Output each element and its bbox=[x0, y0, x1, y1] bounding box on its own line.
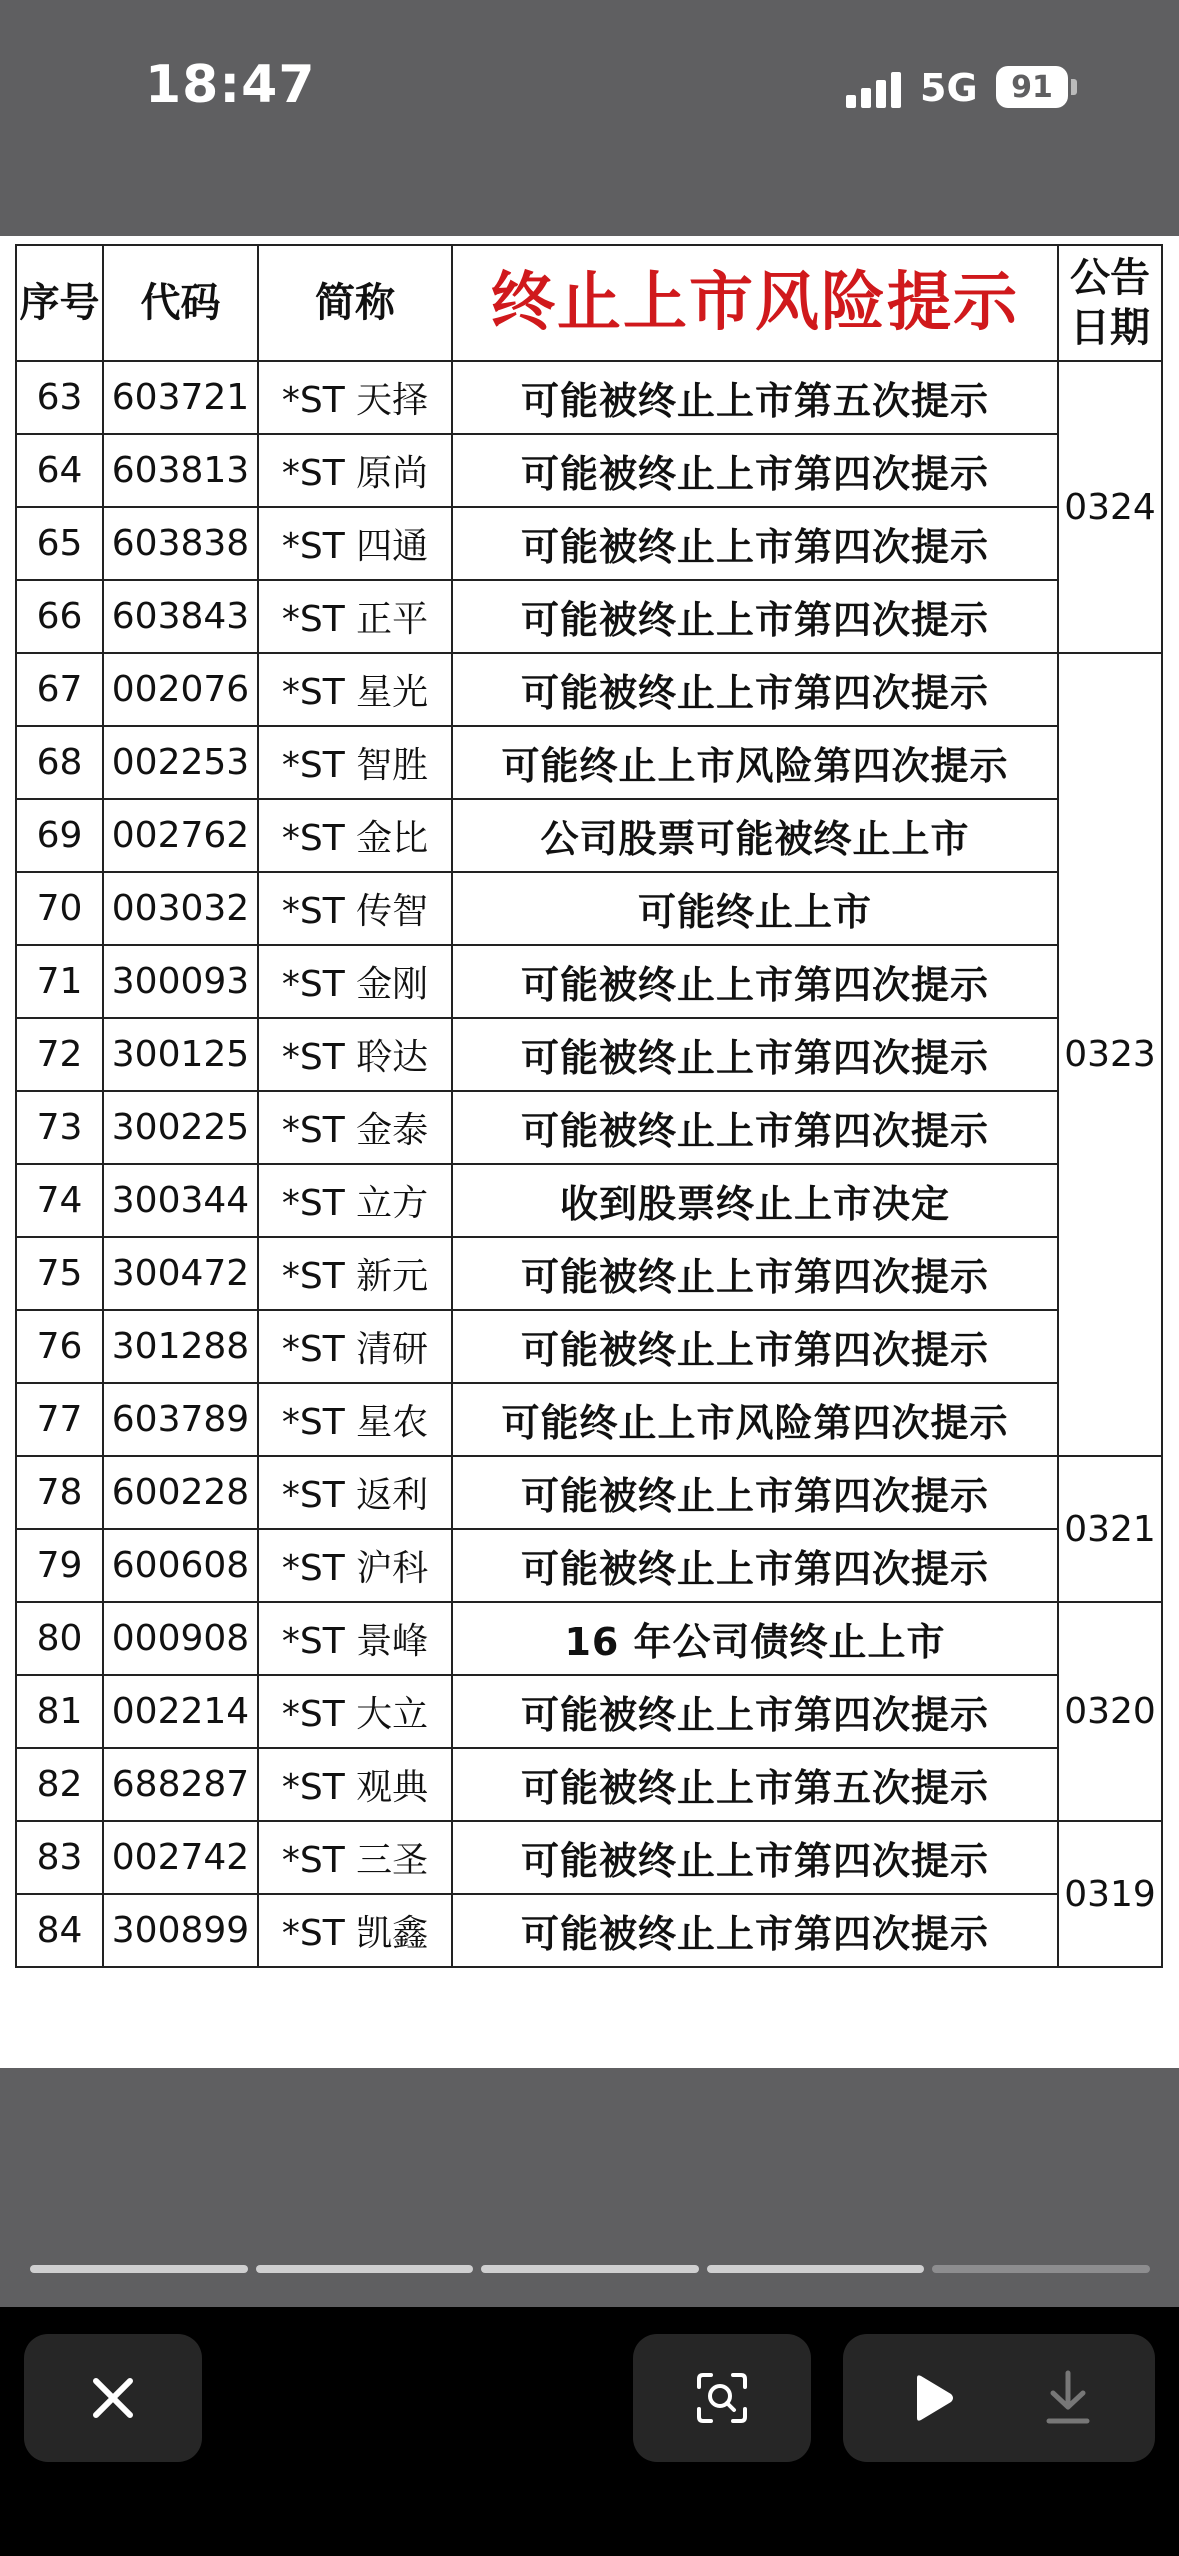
table-row bbox=[16, 1748, 1162, 1821]
table-row bbox=[16, 1310, 1162, 1383]
row-risk: 公司股票可能被终止上市 bbox=[452, 799, 1058, 872]
signal-icon bbox=[846, 72, 904, 108]
row-name: *ST 智胜 bbox=[258, 726, 452, 799]
close-icon bbox=[90, 2375, 136, 2421]
row-risk: 可能被终止上市第五次提示 bbox=[452, 361, 1058, 434]
row-name: *ST 原尚 bbox=[258, 434, 452, 507]
row-code: 300125 bbox=[103, 1018, 258, 1091]
row-risk: 可能终止上市风险第四次提示 bbox=[452, 726, 1058, 799]
row-index: 78 bbox=[16, 1456, 103, 1529]
header-risk: 终止上市风险提示 bbox=[452, 245, 1058, 361]
row-date: 0324 bbox=[1058, 361, 1162, 653]
row-name: *ST 三圣 bbox=[258, 1821, 452, 1894]
row-code: 603813 bbox=[103, 434, 258, 507]
row-index: 77 bbox=[16, 1383, 103, 1456]
row-name: *ST 返利 bbox=[258, 1456, 452, 1529]
page-thumb[interactable] bbox=[481, 2265, 699, 2273]
row-index: 79 bbox=[16, 1529, 103, 1602]
photo-image bbox=[0, 236, 1179, 2068]
status-time: 18:47 bbox=[145, 55, 316, 115]
row-index: 63 bbox=[16, 361, 103, 434]
status-bar bbox=[0, 0, 1179, 170]
page-thumb[interactable] bbox=[30, 2265, 248, 2273]
header-date: 公告日期 bbox=[1058, 245, 1162, 361]
row-risk: 可能被终止上市第四次提示 bbox=[452, 1456, 1058, 1529]
close-button[interactable] bbox=[24, 2334, 202, 2462]
row-risk: 可能终止上市 bbox=[452, 872, 1058, 945]
row-name: *ST 新元 bbox=[258, 1237, 452, 1310]
row-date: 0319 bbox=[1058, 1821, 1162, 1967]
row-risk: 可能被终止上市第四次提示 bbox=[452, 1529, 1058, 1602]
row-index: 84 bbox=[16, 1894, 103, 1967]
row-index: 71 bbox=[16, 945, 103, 1018]
table-row bbox=[16, 1018, 1162, 1091]
table-row bbox=[16, 1602, 1162, 1675]
row-risk: 可能被终止上市第四次提示 bbox=[452, 507, 1058, 580]
row-index: 68 bbox=[16, 726, 103, 799]
row-name: *ST 正平 bbox=[258, 580, 452, 653]
row-name: *ST 传智 bbox=[258, 872, 452, 945]
table-row bbox=[16, 1894, 1162, 1967]
row-risk: 可能被终止上市第四次提示 bbox=[452, 1821, 1058, 1894]
row-index: 76 bbox=[16, 1310, 103, 1383]
row-code: 600228 bbox=[103, 1456, 258, 1529]
table-row bbox=[16, 1456, 1162, 1529]
download-button[interactable] bbox=[1035, 2364, 1101, 2430]
row-code: 002742 bbox=[103, 1821, 258, 1894]
row-code: 300344 bbox=[103, 1164, 258, 1237]
row-risk: 可能被终止上市第四次提示 bbox=[452, 1310, 1058, 1383]
table-row bbox=[16, 507, 1162, 580]
row-name: *ST 星农 bbox=[258, 1383, 452, 1456]
row-code: 002214 bbox=[103, 1675, 258, 1748]
row-name: *ST 观典 bbox=[258, 1748, 452, 1821]
table-row bbox=[16, 580, 1162, 653]
row-risk: 可能被终止上市第五次提示 bbox=[452, 1748, 1058, 1821]
table-row bbox=[16, 361, 1162, 434]
row-code: 603721 bbox=[103, 361, 258, 434]
table-row bbox=[16, 1237, 1162, 1310]
play-icon bbox=[911, 2374, 955, 2422]
delisting-risk-table bbox=[15, 244, 1163, 1968]
row-name: *ST 凯鑫 bbox=[258, 1894, 452, 1967]
row-name: *ST 立方 bbox=[258, 1164, 452, 1237]
play-button[interactable] bbox=[903, 2368, 963, 2428]
row-date: 0323 bbox=[1058, 653, 1162, 1456]
row-index: 83 bbox=[16, 1821, 103, 1894]
row-code: 300899 bbox=[103, 1894, 258, 1967]
table-header-row bbox=[16, 245, 1162, 361]
row-code: 603789 bbox=[103, 1383, 258, 1456]
row-risk: 可能被终止上市第四次提示 bbox=[452, 1675, 1058, 1748]
row-code: 688287 bbox=[103, 1748, 258, 1821]
row-name: *ST 沪科 bbox=[258, 1529, 452, 1602]
row-name: *ST 聆达 bbox=[258, 1018, 452, 1091]
row-code: 002762 bbox=[103, 799, 258, 872]
row-name: *ST 四通 bbox=[258, 507, 452, 580]
table-row bbox=[16, 1675, 1162, 1748]
row-code: 000908 bbox=[103, 1602, 258, 1675]
row-code: 300472 bbox=[103, 1237, 258, 1310]
visual-lookup-icon bbox=[695, 2371, 749, 2425]
row-name: *ST 大立 bbox=[258, 1675, 452, 1748]
row-date: 0321 bbox=[1058, 1456, 1162, 1602]
row-index: 66 bbox=[16, 580, 103, 653]
battery-tip bbox=[1071, 79, 1077, 95]
table-row bbox=[16, 799, 1162, 872]
row-index: 74 bbox=[16, 1164, 103, 1237]
row-name: *ST 星光 bbox=[258, 653, 452, 726]
row-code: 300225 bbox=[103, 1091, 258, 1164]
row-code: 600608 bbox=[103, 1529, 258, 1602]
row-index: 72 bbox=[16, 1018, 103, 1091]
page-thumb[interactable] bbox=[256, 2265, 474, 2273]
media-actions bbox=[843, 2334, 1155, 2462]
row-index: 65 bbox=[16, 507, 103, 580]
row-code: 003032 bbox=[103, 872, 258, 945]
table-row bbox=[16, 726, 1162, 799]
header-index: 序号 bbox=[16, 245, 103, 361]
row-code: 603838 bbox=[103, 507, 258, 580]
table-row bbox=[16, 653, 1162, 726]
row-index: 70 bbox=[16, 872, 103, 945]
page-thumb[interactable] bbox=[707, 2265, 925, 2273]
row-risk: 可能被终止上市第四次提示 bbox=[452, 1018, 1058, 1091]
bottom-toolbar bbox=[0, 2307, 1179, 2556]
row-risk: 可能终止上市风险第四次提示 bbox=[452, 1383, 1058, 1456]
row-risk: 可能被终止上市第四次提示 bbox=[452, 945, 1058, 1018]
row-name: *ST 天择 bbox=[258, 361, 452, 434]
row-index: 81 bbox=[16, 1675, 103, 1748]
table-row bbox=[16, 1821, 1162, 1894]
table-row bbox=[16, 1383, 1162, 1456]
row-risk: 可能被终止上市第四次提示 bbox=[452, 580, 1058, 653]
row-risk: 收到股票终止上市决定 bbox=[452, 1164, 1058, 1237]
row-code: 002076 bbox=[103, 653, 258, 726]
row-date: 0320 bbox=[1058, 1602, 1162, 1821]
download-icon bbox=[1043, 2369, 1093, 2425]
row-risk: 16 年公司债终止上市 bbox=[452, 1602, 1058, 1675]
row-name: *ST 金泰 bbox=[258, 1091, 452, 1164]
table-row bbox=[16, 434, 1162, 507]
table-row bbox=[16, 945, 1162, 1018]
row-index: 67 bbox=[16, 653, 103, 726]
battery-icon bbox=[996, 66, 1068, 108]
row-risk: 可能被终止上市第四次提示 bbox=[452, 1894, 1058, 1967]
header-code: 代码 bbox=[103, 245, 258, 361]
table-row bbox=[16, 872, 1162, 945]
row-code: 603843 bbox=[103, 580, 258, 653]
network-type: 5G bbox=[920, 66, 978, 110]
row-name: *ST 景峰 bbox=[258, 1602, 452, 1675]
visual-lookup-button[interactable] bbox=[633, 2334, 811, 2462]
row-name: *ST 金比 bbox=[258, 799, 452, 872]
battery-level: 91 bbox=[1011, 69, 1053, 105]
page-indicator bbox=[30, 2265, 1150, 2273]
row-code: 002253 bbox=[103, 726, 258, 799]
table-row bbox=[16, 1529, 1162, 1602]
row-risk: 可能被终止上市第四次提示 bbox=[452, 434, 1058, 507]
row-name: *ST 清研 bbox=[258, 1310, 452, 1383]
row-risk: 可能被终止上市第四次提示 bbox=[452, 1091, 1058, 1164]
row-index: 73 bbox=[16, 1091, 103, 1164]
row-index: 75 bbox=[16, 1237, 103, 1310]
header-name: 简称 bbox=[258, 245, 452, 361]
row-risk: 可能被终止上市第四次提示 bbox=[452, 1237, 1058, 1310]
page-thumb[interactable] bbox=[932, 2265, 1150, 2273]
table-row bbox=[16, 1164, 1162, 1237]
table-row bbox=[16, 1091, 1162, 1164]
row-risk: 可能被终止上市第四次提示 bbox=[452, 653, 1058, 726]
row-index: 80 bbox=[16, 1602, 103, 1675]
row-code: 301288 bbox=[103, 1310, 258, 1383]
row-code: 300093 bbox=[103, 945, 258, 1018]
row-name: *ST 金刚 bbox=[258, 945, 452, 1018]
row-index: 69 bbox=[16, 799, 103, 872]
row-index: 82 bbox=[16, 1748, 103, 1821]
row-index: 64 bbox=[16, 434, 103, 507]
